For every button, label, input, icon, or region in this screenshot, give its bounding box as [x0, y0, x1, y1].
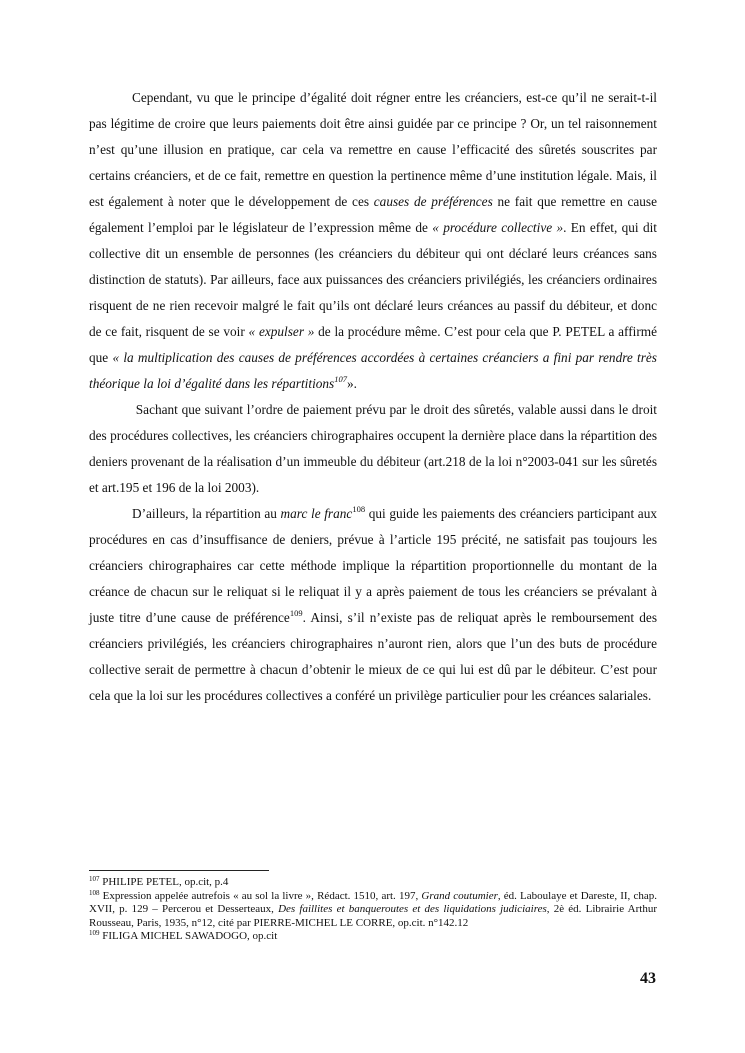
footnote-text: PHILIPE PETEL, op.cit, p.4	[99, 876, 229, 888]
paragraph-1-text-c: . En effet, qui dit collective dit un ensemble de personnes (les créanciers du débiteur qui ont déclaré leurs créances sans distinction de statuts). Par ailleurs, face aux puissances des créanciers privilégiés, les créanciers ordinaires risquent de ne rien recevoir malgré le fait qu’ils ont déclaré leurs créances au passif du débiteur, et donc de ce fait, risquent de se voir	[89, 220, 657, 339]
footnote-109	[89, 930, 657, 944]
footnote-separator	[89, 870, 269, 871]
footnotes	[89, 876, 657, 944]
footnote-107	[89, 876, 657, 890]
paragraph-1-italic-b: « procédure collective »	[432, 220, 564, 235]
paragraph-1-text-b: ne fait que remettre en cause également l’emploi par le législateur de l’expression même de	[89, 194, 657, 235]
footnote-108	[89, 890, 657, 931]
paragraph-3-text-c: . Ainsi, s’il n’existe pas de reliquat après le remboursement des créanciers privilégiés, les créanciers chirographaires n’auront rien, alors que l’un des buts de procédure collective serait de permettre à chacun d’obtenir le mieux de ce qui lui est dû par le débiteur. C’est pour cela que la loi sur les procédures collectives a conféré un privilège particulier pour les créances salariales.	[89, 610, 658, 703]
footnote-ref-108[interactable]: 108	[352, 504, 366, 514]
paragraph-3-italic: marc le franc	[280, 506, 353, 521]
paragraph-2-text: Sachant que suivant l’ordre de paiement prévu par le droit des sûretés, valable aussi dans le droit des procédures collectives, les créanciers chirographaires occupent la dernière place dans la répartition des deniers provenant de la réalisation d’un immeuble du débiteur (art.218 de la loi n°2003-041 sur les sûretés et art.195 et 196 de la loi 2003).	[89, 402, 657, 495]
paragraph-1-quote: « la multiplication des causes de préférences accordées à certaines créanciers a fini par rendre très théorique la loi d’égalité dans les répartitions	[89, 350, 657, 391]
paragraph-1-italic-c: « expulser »	[248, 324, 315, 339]
footnote-italic: Des faillites et banqueroutes et des liquidations judiciaires	[278, 903, 547, 916]
paragraph-1	[89, 85, 657, 397]
paragraph-1-text-a: Cependant, vu que le principe d’égalité doit régner entre les créanciers, est-ce qu’il ne serait-t-il pas légitime de croire que leurs paiements doit être ainsi guidée par ce principe ? Or, un tel raisonnement n’est qu’une illusion en pratique, car cela va remettre en cause l’efficacité des sûretés souscrites par certains créanciers, et de ce fait, remettre en question la pertinence même d’une institution légale. Mais, il est également à noter que le développement de ces	[89, 90, 657, 209]
footnote-italic: Grand coutumier	[421, 889, 498, 902]
footnote-text: Expression appelée autrefois « au sol la livre », Rédact. 1510, art. 197,	[99, 889, 422, 902]
paragraph-1-italic-a: causes de préférences	[373, 194, 493, 209]
footnote-text: , éd. Laboulaye et Dareste, II, chap. XVII, p. 129 – Percerou et Desserteaux,	[89, 889, 657, 916]
body-text	[89, 85, 657, 709]
footnote-number: 107	[89, 875, 100, 883]
paragraph-3	[89, 501, 657, 709]
footnote-number: 108	[89, 888, 100, 897]
paragraph-3-text-a: D’ailleurs, la répartition au	[132, 506, 281, 521]
footnote-ref-109[interactable]: 109	[289, 608, 303, 618]
footnote-ref-107[interactable]: 107	[334, 374, 347, 384]
paragraph-3-text-b: qui guide les paiements des créanciers participant aux procédures en cas d’insuffisance de deniers, prévue à l’article 195 précité, ne satisfait pas toujours les créanciers chirographaires car cette méthode implique la répartition proportionnelle du montant de la créance de chacun sur le reliquat si le reliquat il y a après paiement de tous les créanciers se prévalant à juste titre d’une cause de préférence	[89, 506, 657, 625]
footnote-text: FILIGA MICHEL SAWADOGO, op.cit	[99, 930, 278, 943]
footnote-text: , 2è éd. Librairie Arthur Rousseau, Paris, 1935, n°12, cité par PIERRE-MICHEL LE CORRE, op.cit. n°142.12	[89, 903, 657, 929]
paragraph-1-text-e: ».	[346, 376, 357, 391]
paragraph-1-text-d: de la procédure même. C’est pour cela que P. PETEL a affirmé que	[89, 324, 657, 365]
paragraph-2	[89, 397, 657, 501]
footnote-number: 109	[89, 929, 100, 938]
page-number: 43	[640, 970, 656, 987]
